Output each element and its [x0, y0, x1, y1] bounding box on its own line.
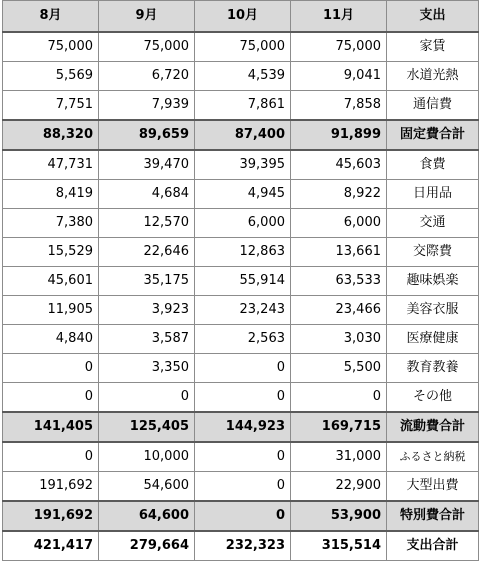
value-cell: 169,715	[291, 412, 387, 442]
value-cell: 88,320	[3, 120, 99, 150]
value-cell: 0	[3, 354, 99, 383]
category-label: 交通	[387, 209, 479, 238]
value-cell: 91,899	[291, 120, 387, 150]
value-cell: 75,000	[195, 32, 291, 62]
value-cell: 22,646	[99, 238, 195, 267]
value-cell: 53,900	[291, 501, 387, 531]
value-cell: 125,405	[99, 412, 195, 442]
header-aug: 8月	[3, 1, 99, 33]
category-label: 交際費	[387, 238, 479, 267]
value-cell: 63,533	[291, 267, 387, 296]
value-cell: 144,923	[195, 412, 291, 442]
value-cell: 15,529	[3, 238, 99, 267]
expense-table	[2, 0, 479, 561]
value-cell: 0	[195, 354, 291, 383]
category-label: 通信費	[387, 91, 479, 121]
value-cell: 4,945	[195, 180, 291, 209]
value-cell: 7,861	[195, 91, 291, 121]
value-cell: 39,395	[195, 150, 291, 180]
category-label: 家賃	[387, 32, 479, 62]
table-row	[3, 267, 479, 296]
value-cell: 4,539	[195, 62, 291, 91]
value-cell: 5,569	[3, 62, 99, 91]
value-cell: 35,175	[99, 267, 195, 296]
value-cell: 421,417	[3, 531, 99, 561]
value-cell: 3,030	[291, 325, 387, 354]
table-row	[3, 91, 479, 121]
value-cell: 3,923	[99, 296, 195, 325]
category-label: 教育教養	[387, 354, 479, 383]
value-cell: 47,731	[3, 150, 99, 180]
value-cell: 7,380	[3, 209, 99, 238]
table-row	[3, 325, 479, 354]
value-cell: 12,570	[99, 209, 195, 238]
category-label: 医療健康	[387, 325, 479, 354]
category-label: ふるさと納税	[387, 442, 479, 472]
category-label: 固定費合計	[387, 120, 479, 150]
value-cell: 2,563	[195, 325, 291, 354]
value-cell: 3,587	[99, 325, 195, 354]
value-cell: 23,466	[291, 296, 387, 325]
category-label: 大型出費	[387, 472, 479, 502]
value-cell: 0	[195, 383, 291, 413]
total-row	[3, 531, 479, 561]
value-cell: 11,905	[3, 296, 99, 325]
value-cell: 87,400	[195, 120, 291, 150]
value-cell: 64,600	[99, 501, 195, 531]
value-cell: 0	[3, 383, 99, 413]
value-cell: 0	[291, 383, 387, 413]
table-row	[3, 150, 479, 180]
table-row	[3, 209, 479, 238]
value-cell: 55,914	[195, 267, 291, 296]
category-label: 流動費合計	[387, 412, 479, 442]
table-row	[3, 354, 479, 383]
value-cell: 0	[99, 383, 195, 413]
value-cell: 45,603	[291, 150, 387, 180]
value-cell: 4,684	[99, 180, 195, 209]
table-row	[3, 442, 479, 472]
value-cell: 7,939	[99, 91, 195, 121]
value-cell: 7,751	[3, 91, 99, 121]
value-cell: 232,323	[195, 531, 291, 561]
header-nov: 11月	[291, 1, 387, 33]
header-row	[3, 1, 479, 33]
value-cell: 75,000	[99, 32, 195, 62]
header-category: 支出	[387, 1, 479, 33]
value-cell: 22,900	[291, 472, 387, 502]
header-oct: 10月	[195, 1, 291, 33]
category-label: 支出合計	[387, 531, 479, 561]
category-label: 水道光熱	[387, 62, 479, 91]
table-row	[3, 383, 479, 413]
value-cell: 54,600	[99, 472, 195, 502]
value-cell: 0	[195, 442, 291, 472]
table-row	[3, 62, 479, 91]
category-label: その他	[387, 383, 479, 413]
value-cell: 10,000	[99, 442, 195, 472]
subtotal-row	[3, 501, 479, 531]
table-row	[3, 238, 479, 267]
category-label: 趣味娯楽	[387, 267, 479, 296]
value-cell: 0	[195, 472, 291, 502]
value-cell: 13,661	[291, 238, 387, 267]
value-cell: 6,000	[291, 209, 387, 238]
value-cell: 75,000	[3, 32, 99, 62]
value-cell: 0	[3, 442, 99, 472]
value-cell: 8,419	[3, 180, 99, 209]
table-body	[3, 32, 479, 561]
value-cell: 4,840	[3, 325, 99, 354]
value-cell: 12,863	[195, 238, 291, 267]
value-cell: 191,692	[3, 501, 99, 531]
category-label: 特別費合計	[387, 501, 479, 531]
header-sep: 9月	[99, 1, 195, 33]
subtotal-row	[3, 412, 479, 442]
value-cell: 89,659	[99, 120, 195, 150]
value-cell: 315,514	[291, 531, 387, 561]
table-row	[3, 296, 479, 325]
subtotal-row	[3, 120, 479, 150]
value-cell: 7,858	[291, 91, 387, 121]
value-cell: 0	[195, 501, 291, 531]
value-cell: 39,470	[99, 150, 195, 180]
value-cell: 191,692	[3, 472, 99, 502]
value-cell: 8,922	[291, 180, 387, 209]
table-row	[3, 472, 479, 502]
category-label: 美容衣服	[387, 296, 479, 325]
category-label: 食費	[387, 150, 479, 180]
value-cell: 5,500	[291, 354, 387, 383]
value-cell: 141,405	[3, 412, 99, 442]
table-row	[3, 180, 479, 209]
value-cell: 75,000	[291, 32, 387, 62]
category-label: 日用品	[387, 180, 479, 209]
table-row	[3, 32, 479, 62]
value-cell: 9,041	[291, 62, 387, 91]
value-cell: 3,350	[99, 354, 195, 383]
value-cell: 6,720	[99, 62, 195, 91]
value-cell: 45,601	[3, 267, 99, 296]
value-cell: 279,664	[99, 531, 195, 561]
value-cell: 31,000	[291, 442, 387, 472]
value-cell: 6,000	[195, 209, 291, 238]
value-cell: 23,243	[195, 296, 291, 325]
